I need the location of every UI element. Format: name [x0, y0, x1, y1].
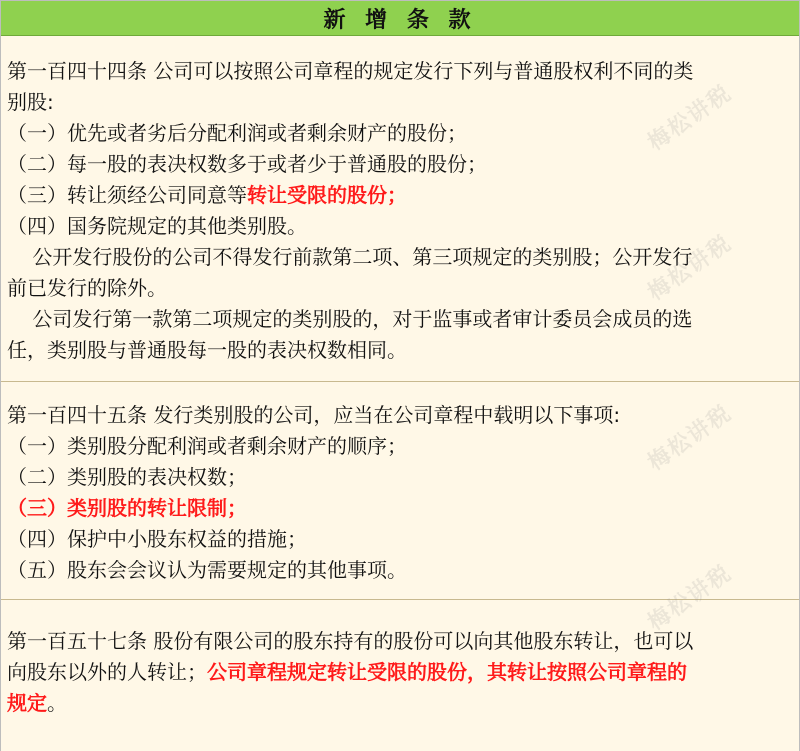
article-157-line: 第一百五十七条 股份有限公司的股东持有的股份可以向其他股东转让，也可以 — [7, 629, 694, 653]
article-144-item: （一）优先或者劣后分配利润或者剩余财产的股份； — [7, 121, 467, 145]
table-header — [1, 1, 799, 36]
article-157-line — [7, 657, 797, 688]
plain-text: 。 — [47, 691, 67, 715]
article-144-line: 第一百四十四条 公司可以按照公司章程的规定发行下列与普通股权利不同的类 — [7, 59, 694, 83]
article-144 — [1, 36, 799, 382]
article-144-line: 公开发行股份的公司不得发行前款第二项、第三项规定的类别股；公开发行 — [7, 245, 693, 269]
header-title: 新 增 条 款 — [323, 7, 477, 33]
article-157-line — [7, 688, 797, 719]
item-text: （三）转让须经公司同意等 — [7, 183, 247, 207]
article-145-item-highlight: （三）类别股的转让限制； — [7, 496, 247, 520]
article-157 — [1, 600, 799, 751]
article-144-item — [7, 180, 797, 211]
article-144-line: 前已发行的除外。 — [7, 276, 167, 300]
article-145-item: （五）股东会会议认为需要规定的其他事项。 — [7, 558, 407, 582]
plain-text: 向股东以外的人转让； — [7, 660, 207, 684]
article-144-line: 公司发行第一款第二项规定的类别股的，对于监事或者审计委员会成员的选 — [7, 307, 693, 331]
article-145-item: （一）类别股分配利润或者剩余财产的顺序； — [7, 434, 407, 458]
article-145-item: （二）类别股的表决权数； — [7, 465, 247, 489]
article-144-line: 别股: — [7, 90, 54, 114]
article-145 — [1, 382, 799, 600]
article-145-item: （四）保护中小股东权益的措施； — [7, 527, 307, 551]
highlight-text: 公司章程规定转让受限的股份，其转让按照公司章程的 — [207, 660, 687, 684]
highlight-text: 转让受限的股份； — [247, 183, 407, 207]
article-144-item: （二）每一股的表决权数多于或者少于普通股的股份； — [7, 152, 487, 176]
article-144-line: 任，类别股与普通股每一股的表决权数相同。 — [7, 338, 407, 362]
article-145-line: 第一百四十五条 发行类别股的公司，应当在公司章程中载明以下事项: — [7, 403, 621, 427]
highlight-text: 规定 — [7, 691, 47, 715]
article-144-item: （四）国务院规定的其他类别股。 — [7, 214, 307, 238]
